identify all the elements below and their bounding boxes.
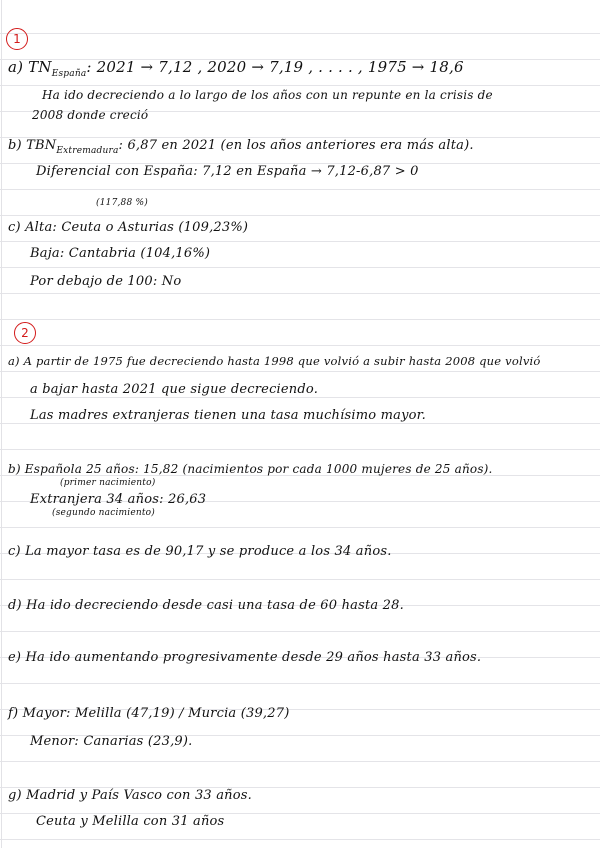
answer-1b-line2: Diferencial con España: 7,12 en España → 7,12-6,87 > 0: [36, 164, 419, 179]
answer-2d-line: d) Ha ido decreciendo desde casi una tasa de 60 hasta 28.: [8, 598, 404, 613]
answer-1c-note: (117,88 %): [96, 198, 148, 208]
answer-2b-line1: b) Española 25 años: 15,82 (nacimientos por cada 1000 mujeres de 25 años).: [8, 462, 493, 476]
answer-1b-prefix: b) TBN: [8, 138, 57, 153]
answer-1c-line3: Por debajo de 100: No: [30, 274, 182, 289]
answer-2b-note1: (primer nacimiento): [60, 478, 156, 488]
answer-1a-line1: [8, 58, 464, 79]
answer-1b-values: : 6,87 en 2021 (en los años anteriores era más alta).: [118, 138, 474, 153]
answer-2b-line2: Extranjera 34 años: 26,63: [30, 492, 207, 507]
answer-2g-line2: Ceuta y Melilla con 31 años: [36, 814, 225, 829]
section-2-number: 2: [14, 322, 36, 344]
answer-1b-line1: [8, 138, 474, 156]
answer-2a-line3: Las madres extranjeras tienen una tasa muchísimo mayor.: [30, 408, 426, 423]
answer-1a-values: : 2021 → 7,12 , 2020 → 7,19 , . . . . , 1975 → 18,6: [86, 58, 464, 76]
answer-1a-line3: 2008 donde creció: [32, 108, 149, 122]
answer-1b-subscript: Extremadura: [56, 146, 119, 156]
page-margin-line: [1, 0, 2, 848]
answer-2g-line1: g) Madrid y País Vasco con 33 años.: [8, 788, 252, 803]
answer-1a-prefix: a) TN: [8, 58, 52, 76]
answer-1a-subscript: España: [51, 69, 87, 79]
answer-1c-line2: Baja: Cantabria (104,16%): [30, 246, 211, 261]
answer-2a-line2: a bajar hasta 2021 que sigue decreciendo.: [30, 382, 319, 397]
section-1-number: 1: [6, 28, 28, 50]
answer-2a-line1: a) A partir de 1975 fue decreciendo hasta 1998 que volvió a subir hasta 2008 que volvió: [8, 354, 541, 368]
answer-1a-line2: Ha ido decreciendo a lo largo de los años con un repunte en la crisis de: [42, 88, 493, 102]
answer-1c-line1: c) Alta: Ceuta o Asturias (109,23%): [8, 220, 249, 235]
answer-2f-line2: Menor: Canarias (23,9).: [30, 734, 193, 749]
answer-2b-note2: (segundo nacimiento): [52, 508, 156, 518]
answer-2f-line1: f) Mayor: Melilla (47,19) / Murcia (39,27): [8, 706, 290, 721]
answer-2e-line: e) Ha ido aumentando progresivamente desde 29 años hasta 33 años.: [8, 650, 482, 665]
answer-2c-line: c) La mayor tasa es de 90,17 y se produce a los 34 años.: [8, 544, 392, 559]
